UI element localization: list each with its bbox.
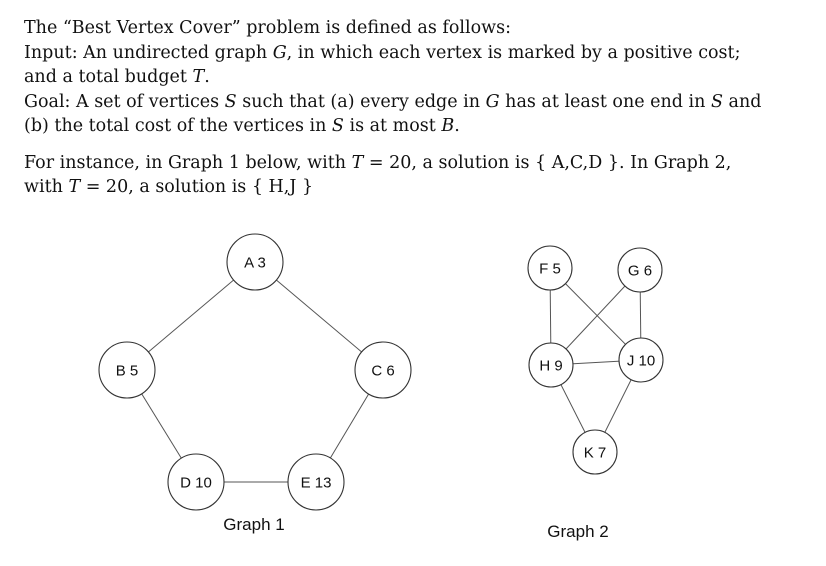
vertex-g-label: G 6 <box>627 262 653 280</box>
vertex-j-label: J 10 <box>626 352 656 370</box>
vertex-j <box>619 338 663 382</box>
vertex-k <box>573 430 617 474</box>
vertex-f-label: F 5 <box>539 260 561 278</box>
graph-2-nodes <box>528 246 663 474</box>
graph-2 <box>528 246 663 541</box>
vertex-d <box>168 454 224 510</box>
vertex-g <box>618 248 662 292</box>
vertex-h <box>529 343 573 387</box>
vertex-b-label: B 5 <box>115 362 139 380</box>
graph-1-edges <box>127 262 383 482</box>
definition-intro: The “Best Vertex Cover” problem is defined as follows: <box>24 18 511 38</box>
vertex-b <box>99 342 155 398</box>
vertex-c <box>355 342 411 398</box>
example-paragraph: For instance, in Graph 1 below, with T = 20, a solution is { A,C,D }. In Graph 2, with T = 20, a solution is { H,J } <box>24 152 732 197</box>
vertex-a <box>227 234 283 290</box>
vertex-h-label: H 9 <box>539 357 563 375</box>
graph-1-nodes <box>99 234 411 510</box>
vertex-f <box>528 246 572 290</box>
vertex-e-label: E 13 <box>300 474 332 492</box>
definition-paragraph: The “Best Vertex Cover” problem is defined as follows: Input: An undirected graph G, in which each vertex is marked by a positive cost; and a total budget T. Goal: A set of vertices S such that (a) every edge in G has at least one end in S and (b) the total cost of the vertices in S is at most B. <box>24 18 762 136</box>
graph-2-label: Graph 2 <box>547 522 609 541</box>
vertex-k-label: K 7 <box>583 444 607 462</box>
graph-1-label: Graph 1 <box>223 515 285 534</box>
vertex-e <box>288 454 344 510</box>
graph-1 <box>99 234 411 534</box>
vertex-d-label: D 10 <box>180 474 212 492</box>
vertex-c-label: C 6 <box>371 362 395 380</box>
vertex-a-label: A 3 <box>244 254 266 272</box>
